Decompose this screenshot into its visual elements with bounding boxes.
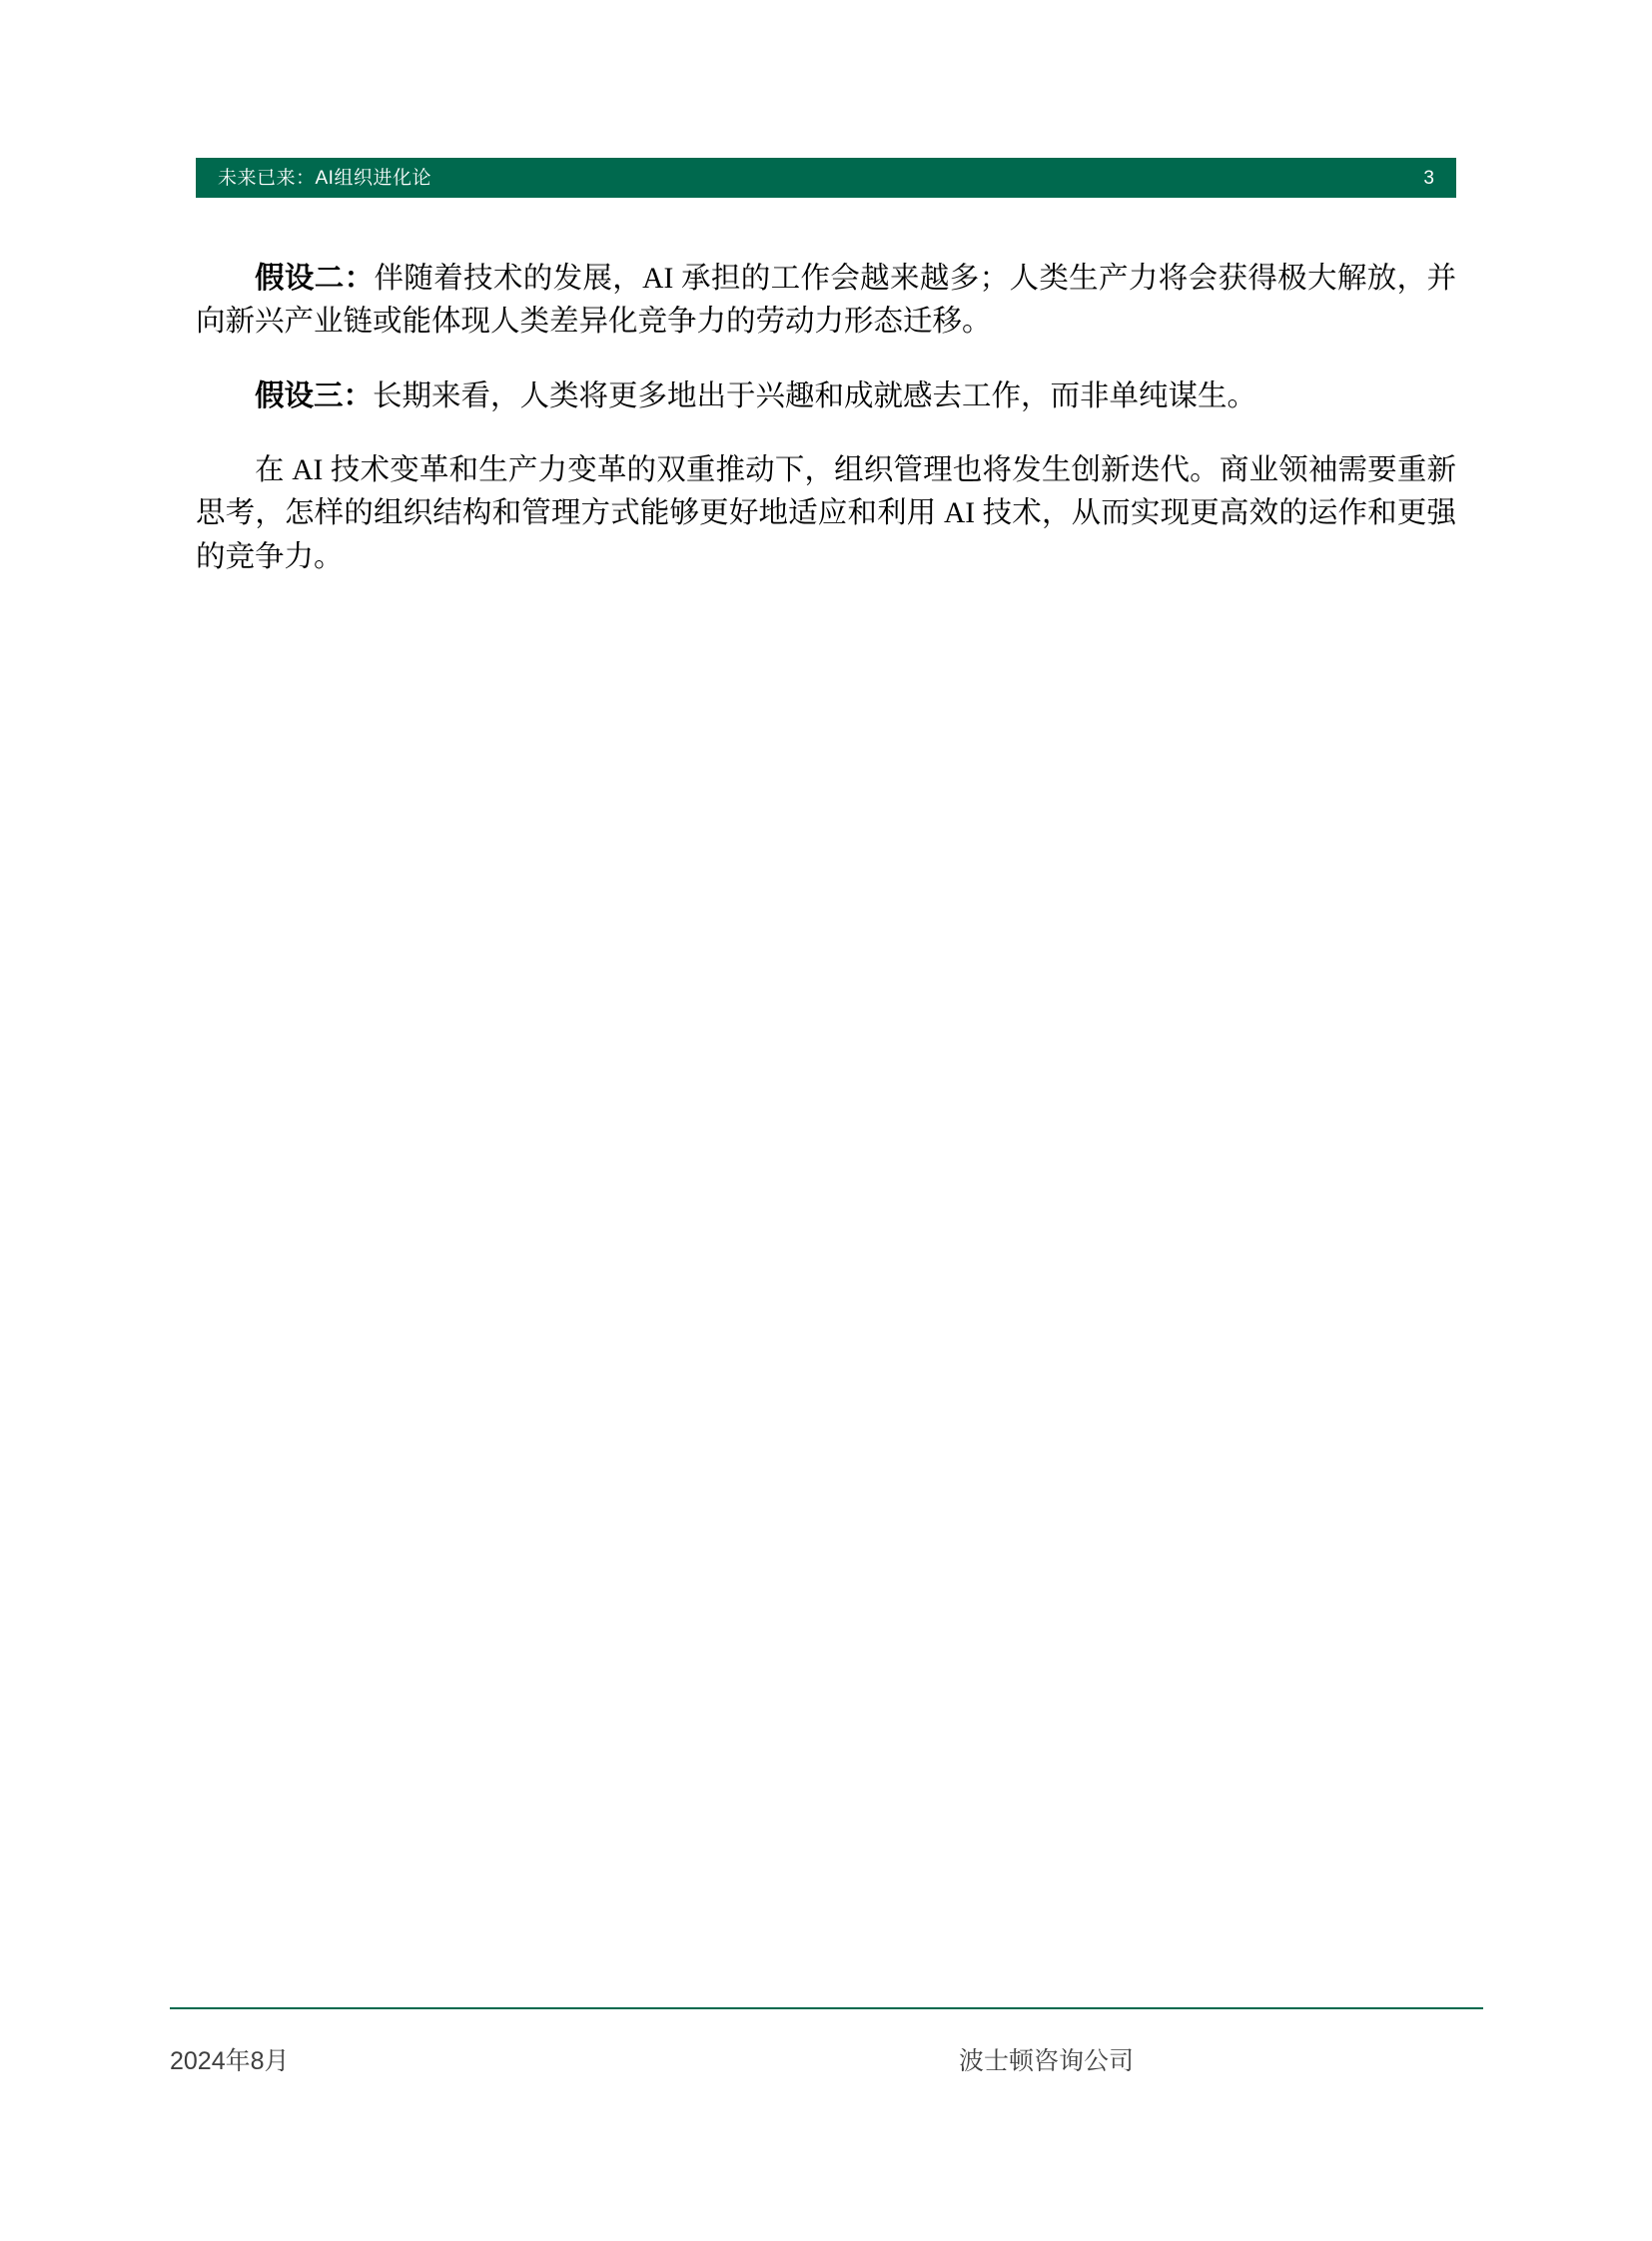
paragraph-conclusion [196, 449, 1456, 579]
paragraph-text: 伴随着技术的发展，AI 承担的工作会越来越多；人类生产力将会获得极大解放，并向新兴产业链或能体现人类差异化竞争力的劳动力形态迁移。 [196, 263, 1456, 339]
footer-date: 2024年8月 [170, 2047, 290, 2075]
paragraph-lead-label: 假设三： [255, 379, 374, 412]
header-title: 未来已来：AI组织进化论 [218, 167, 431, 189]
paragraph-lead-label: 假设二： [255, 263, 375, 295]
page-footer [170, 2027, 1483, 2087]
page-header-band [196, 158, 1456, 198]
paragraph-text: 长期来看，人类将更多地出于兴趣和成就感去工作，而非单纯谋生。 [373, 379, 1257, 412]
paragraph-assumption-three [196, 375, 1456, 418]
page-content [196, 258, 1456, 579]
footer-divider [170, 2007, 1483, 2009]
paragraph-assumption-two [196, 258, 1456, 345]
header-page-number: 3 [1423, 167, 1434, 189]
paragraph-text: 在 AI 技术变革和生产力变革的双重推动下，组织管理也将发生创新迭代。商业领袖需要重新思考，怎样的组织结构和管理方式能够更好地适应和利用 AI 技术，从而实现更高效的运作和更强的竞争力。 [196, 454, 1456, 573]
footer-organization: 波士顿咨询公司 [959, 2047, 1135, 2075]
